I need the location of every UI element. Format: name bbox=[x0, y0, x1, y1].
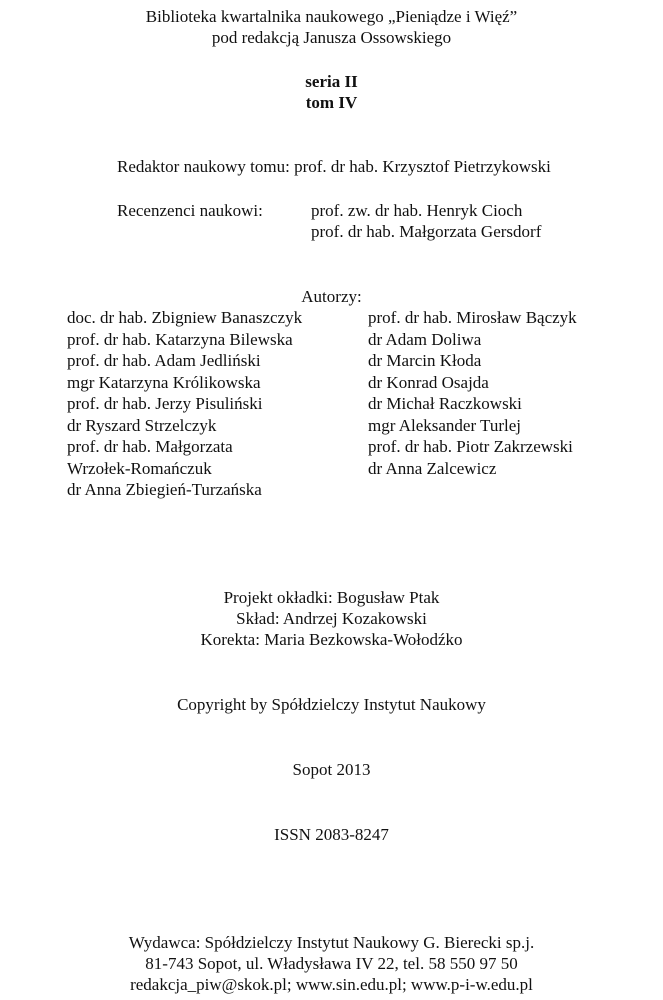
author-right: dr Adam Doliwa bbox=[368, 330, 482, 349]
typesetting-credit: Skład: Andrzej Kozakowski bbox=[236, 609, 427, 628]
cover-design-credit: Projekt okładki: Bogusław Ptak bbox=[223, 588, 440, 607]
author-left: doc. dr hab. Zbigniew Banaszczyk bbox=[67, 308, 303, 327]
reviewer-item: prof. zw. dr hab. Henryk Cioch bbox=[311, 201, 523, 220]
volume-editor-label: Redaktor naukowy tomu: bbox=[117, 157, 290, 176]
proofreading-credit: Korekta: Maria Bezkowska-Wołodźko bbox=[200, 630, 463, 649]
author-left: Wrzołek-Romańczuk bbox=[67, 459, 212, 478]
author-left: prof. dr hab. Jerzy Pisuliński bbox=[67, 394, 263, 413]
volume-editor-name: prof. dr hab. Krzysztof Pietrzykowski bbox=[294, 157, 551, 176]
author-right: prof. dr hab. Piotr Zakrzewski bbox=[368, 437, 573, 456]
author-right: dr Michał Raczkowski bbox=[368, 394, 522, 413]
author-left: prof. dr hab. Katarzyna Bilewska bbox=[67, 330, 293, 349]
publisher-name: Wydawca: Spółdzielczy Instytut Naukowy G. Bierecki sp.j. bbox=[128, 933, 535, 952]
author-left: prof. dr hab. Adam Jedliński bbox=[67, 351, 261, 370]
reviewer-item: prof. dr hab. Małgorzata Gersdorf bbox=[311, 222, 542, 241]
author-left: mgr Katarzyna Królikowska bbox=[67, 373, 261, 392]
copyright-notice: Copyright by Spółdzielczy Instytut Naukowy bbox=[177, 695, 486, 714]
series-editor-line: pod redakcją Janusza Ossowskiego bbox=[211, 28, 452, 47]
author-right: dr Anna Zalcewicz bbox=[368, 459, 497, 478]
series-title: Biblioteka kwartalnika naukowego „Pieniądze i Więź” bbox=[145, 7, 518, 26]
publisher-address: 81-743 Sopot, ul. Władysława IV 22, tel. 58 550 97 50 bbox=[145, 954, 518, 973]
author-left: dr Anna Zbiegień-Turzańska bbox=[67, 480, 262, 499]
author-right: dr Konrad Osajda bbox=[368, 373, 489, 392]
issn: ISSN 2083-8247 bbox=[274, 825, 389, 844]
authors-heading: Autorzy: bbox=[301, 287, 362, 306]
series-number: seria II bbox=[305, 72, 358, 91]
publisher-contacts: redakcja_piw@skok.pl; www.sin.edu.pl; www.p-i-w.edu.pl bbox=[130, 975, 533, 994]
author-right: prof. dr hab. Mirosław Bączyk bbox=[368, 308, 577, 327]
author-left: prof. dr hab. Małgorzata bbox=[67, 437, 233, 456]
author-left: dr Ryszard Strzelczyk bbox=[67, 416, 217, 435]
volume-number: tom IV bbox=[305, 93, 358, 112]
reviewers-label: Recenzenci naukowi: bbox=[117, 201, 263, 220]
author-right: dr Marcin Kłoda bbox=[368, 351, 482, 370]
place-year: Sopot 2013 bbox=[292, 760, 371, 779]
author-right: mgr Aleksander Turlej bbox=[368, 416, 521, 435]
volume-editor bbox=[117, 156, 551, 178]
